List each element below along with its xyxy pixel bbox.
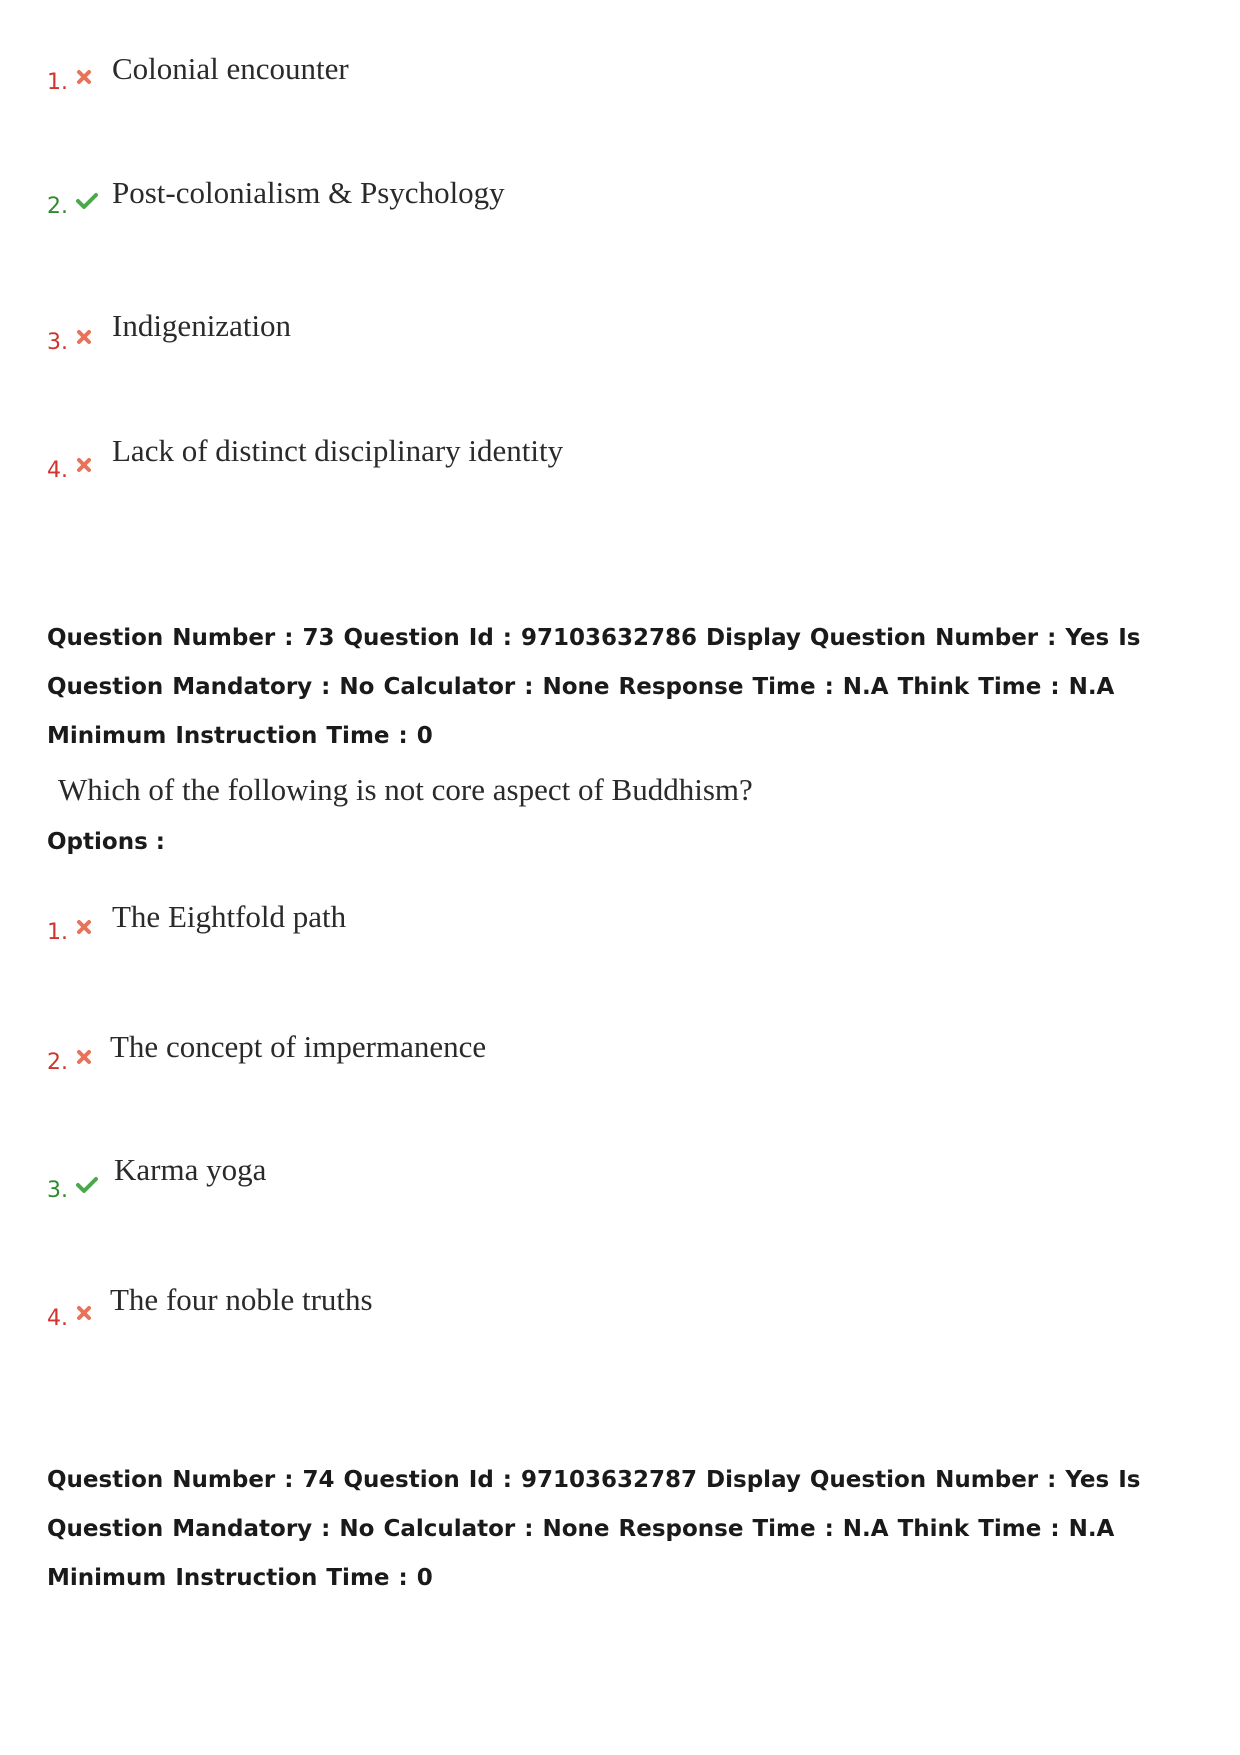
option-text: The concept of impermanence	[110, 1029, 487, 1064]
option-text: The four noble truths	[110, 1282, 373, 1317]
cross-icon	[75, 918, 93, 936]
option-text: Lack of distinct disciplinary identity	[112, 433, 564, 468]
option-number: 3.	[47, 330, 68, 355]
question-text: Which of the following is not core aspect of Buddhism?	[58, 772, 753, 807]
cross-icon	[75, 68, 93, 86]
option-number: 3.	[47, 1178, 68, 1203]
cross-icon	[75, 1048, 93, 1066]
option-number: 2.	[47, 1050, 68, 1075]
option-number: 2.	[47, 194, 68, 219]
option-number: 1.	[47, 70, 68, 95]
check-icon	[75, 192, 99, 210]
option-text: Colonial encounter	[112, 51, 349, 86]
option-number: 1.	[47, 920, 68, 945]
options-label: Options :	[47, 829, 165, 855]
check-icon	[75, 1176, 99, 1194]
option-number: 4.	[47, 458, 68, 483]
option-text: Karma yoga	[114, 1152, 267, 1187]
option-text: The Eightfold path	[112, 899, 347, 934]
question-meta: Question Number : 74 Question Id : 97103632787 Display Question Number : Yes Is Question Mandatory : No Calculator : None Response Time : N.A Think Time : N.A Minimum Instruction Time : 0	[47, 1467, 1141, 1591]
cross-icon	[75, 1304, 93, 1322]
question-meta: Question Number : 73 Question Id : 97103632786 Display Question Number : Yes Is Question Mandatory : No Calculator : None Response Time : N.A Think Time : N.A Minimum Instruction Time : 0	[47, 625, 1141, 749]
cross-icon	[75, 456, 93, 474]
option-text: Indigenization	[112, 308, 292, 343]
cross-icon	[75, 328, 93, 346]
option-number: 4.	[47, 1306, 68, 1331]
option-text: Post-colonialism & Psychology	[112, 175, 505, 210]
